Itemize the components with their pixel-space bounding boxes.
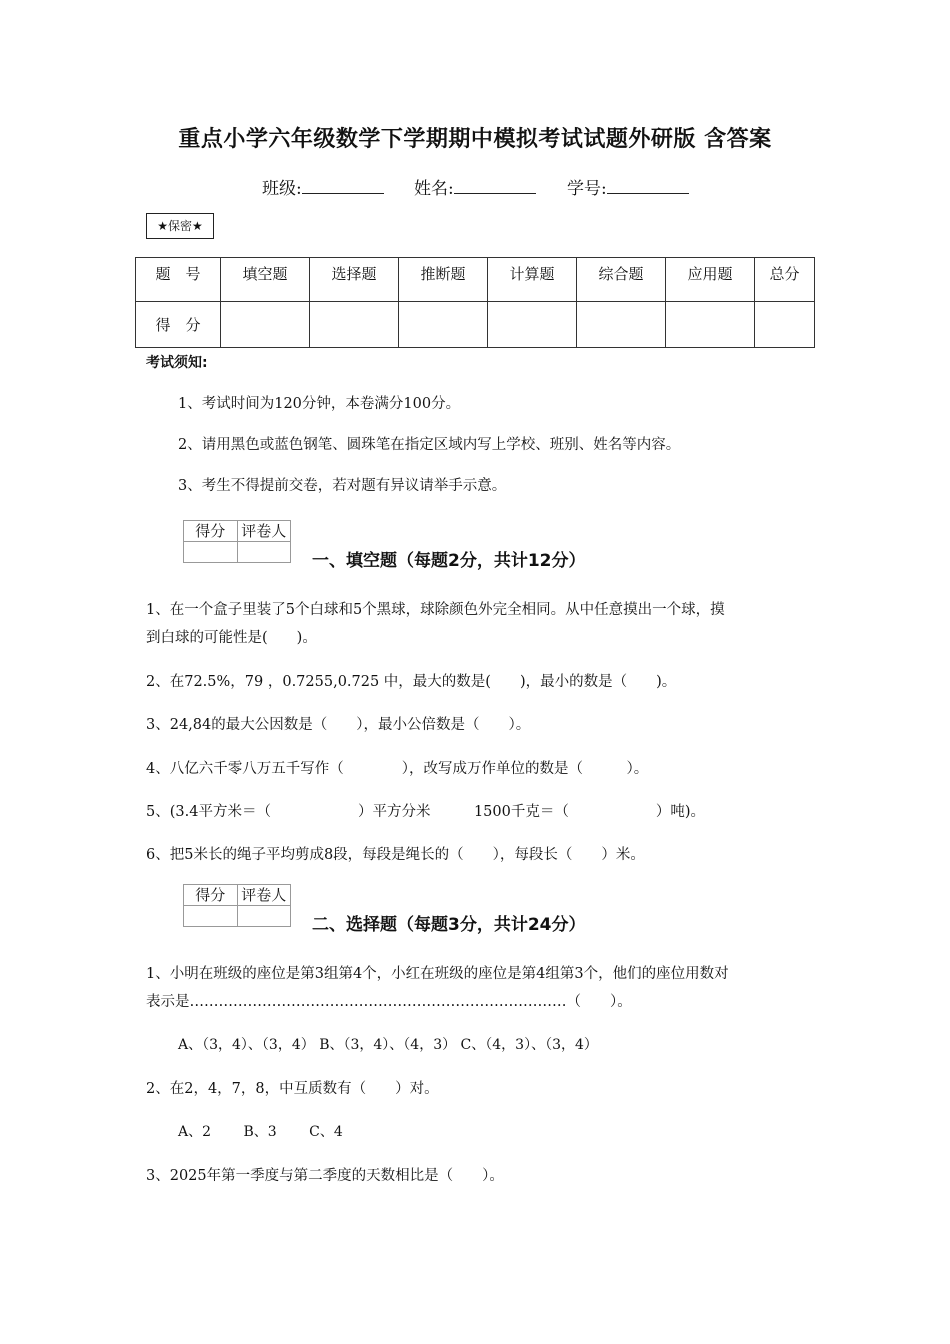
- id-blank[interactable]: [607, 178, 689, 194]
- grader-score-cell[interactable]: [184, 542, 238, 563]
- notice-item: 3、考生不得提前交卷，若对题有异议请举手示意。: [178, 478, 507, 494]
- grader-reviewer-cell[interactable]: [237, 542, 291, 563]
- answer-options: A、（3，4）、（3，4） B、（3，4）、（4，3） C、（4，3）、（3，4）: [178, 1037, 598, 1053]
- score-cell[interactable]: [399, 302, 488, 348]
- header-cell: 填空题: [221, 258, 310, 302]
- score-table-header-row: [136, 258, 815, 302]
- header-cell: 题 号: [136, 258, 221, 302]
- class-field[interactable]: [262, 174, 384, 199]
- header-cell: 计算题: [488, 258, 577, 302]
- question-line: 3、2025年第一季度与第二季度的天数相比是（ ）。: [146, 1168, 504, 1184]
- question-line: 2、在2，4，7，8，中互质数有（ ）对。: [146, 1081, 439, 1097]
- score-row-label: 得 分: [136, 302, 221, 348]
- question-line: 6、把5米长的绳子平均剪成8段，每段是绳长的（ ），每段长（ ）米。: [146, 847, 645, 863]
- header-cell: 总分: [755, 258, 815, 302]
- header-cell: 综合题: [577, 258, 666, 302]
- grader-reviewer-label: 评卷人: [237, 521, 291, 542]
- name-label: 姓名:: [414, 179, 454, 199]
- name-field[interactable]: [414, 174, 536, 199]
- grader-score-label: 得分: [184, 885, 238, 906]
- header-cell: 应用题: [666, 258, 755, 302]
- question-line: 3、24,84的最大公因数是（ ），最小公倍数是（ ）。: [146, 717, 531, 733]
- grader-score-label: 得分: [184, 521, 238, 542]
- class-label: 班级:: [262, 179, 302, 199]
- grader-reviewer-label: 评卷人: [237, 885, 291, 906]
- score-cell[interactable]: [666, 302, 755, 348]
- score-table: [135, 257, 815, 348]
- name-blank[interactable]: [454, 178, 536, 194]
- score-cell[interactable]: [755, 302, 815, 348]
- notice-item: 2、请用黑色或蓝色钢笔、圆珠笔在指定区域内写上学校、班别、姓名等内容。: [178, 437, 681, 453]
- question-line: 到白球的可能性是( )。: [146, 630, 317, 646]
- grader-box: [183, 520, 291, 563]
- score-cell[interactable]: [488, 302, 577, 348]
- question-line: 2、在72.5%，79 ，0.7255,0.725 中，最大的数是( )，最小的数是（ )。: [146, 674, 677, 690]
- score-cell[interactable]: [221, 302, 310, 348]
- page-title: 重点小学六年级数学下学期期中模拟考试试题外研版 含答案: [178, 127, 772, 152]
- id-label: 学号:: [567, 179, 607, 199]
- grader-box: [183, 884, 291, 927]
- score-table-score-row: [136, 302, 815, 348]
- grader-reviewer-cell[interactable]: [237, 906, 291, 927]
- class-blank[interactable]: [302, 178, 384, 194]
- id-field[interactable]: [567, 174, 689, 199]
- grader-score-cell[interactable]: [184, 906, 238, 927]
- notice-item: 1、考试时间为120分钟，本卷满分100分。: [178, 396, 461, 412]
- answer-options: A、2 B、3 C、4: [178, 1124, 343, 1140]
- question-line: 5、(3.4平方米＝（ ）平方分米 1500千克＝（ ）吨)。: [146, 804, 705, 820]
- confidential-badge: ★保密★: [146, 213, 214, 239]
- header-cell: 选择题: [310, 258, 399, 302]
- score-cell[interactable]: [310, 302, 399, 348]
- question-line: 4、八亿六千零八万五千写作（ ），改写成万作单位的数是（ ）。: [146, 761, 649, 777]
- notice-title: 考试须知:: [146, 355, 208, 371]
- question-line: 1、小明在班级的座位是第3组第4个，小红在班级的座位是第4组第3个，他们的座位用数对: [146, 966, 729, 982]
- question-line: 1、在一个盒子里装了5个白球和5个黑球，球除颜色外完全相同。从中任意摸出一个球，摸: [146, 602, 725, 618]
- header-cell: 推断题: [399, 258, 488, 302]
- section-title: 一、填空题（每题2分，共计12分）: [312, 551, 586, 571]
- score-cell[interactable]: [577, 302, 666, 348]
- section-title: 二、选择题（每题3分，共计24分）: [312, 915, 586, 935]
- question-line: 表示是……………………………………………………………………（ ）。: [146, 994, 632, 1010]
